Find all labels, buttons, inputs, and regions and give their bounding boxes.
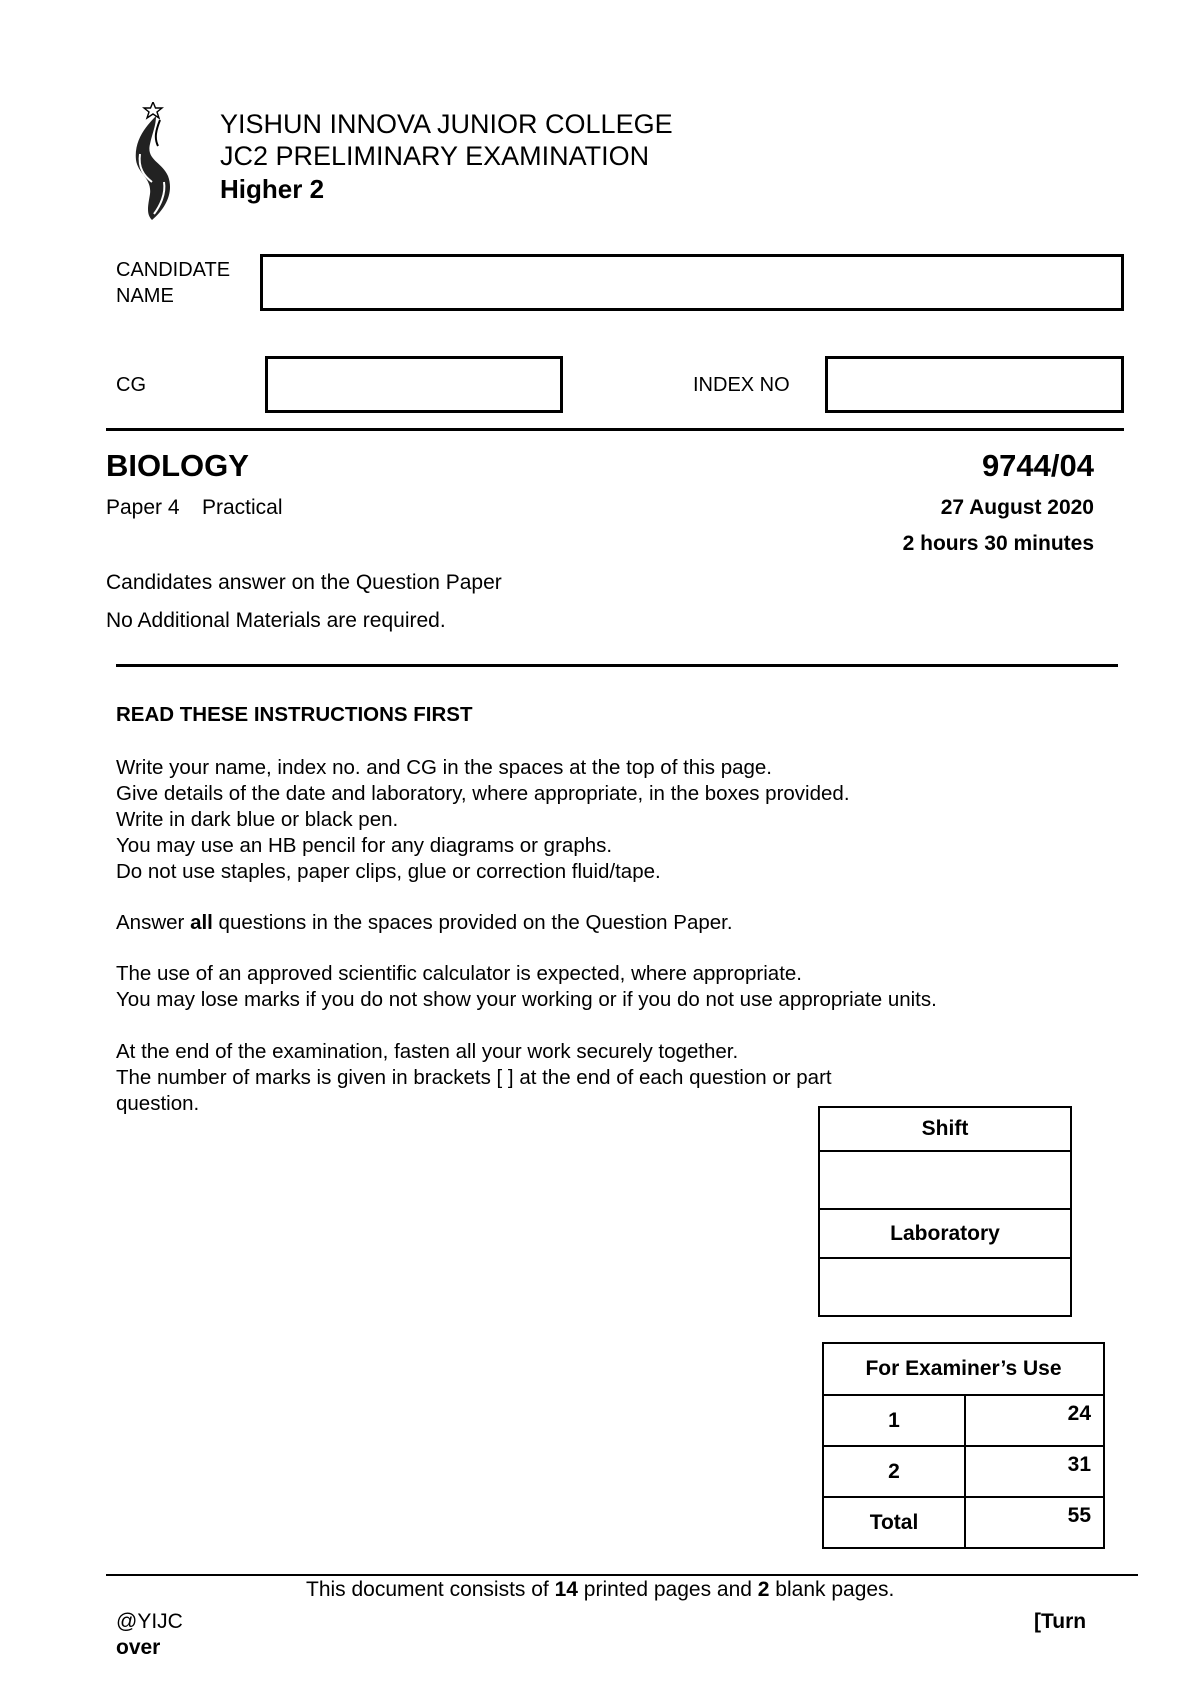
answer-bold: all xyxy=(190,911,213,934)
copyright: @YIJC xyxy=(116,1610,183,1633)
turn-over-line1: [Turn xyxy=(1034,1610,1087,1633)
subject-name: BIOLOGY xyxy=(106,448,249,483)
index-no-label: INDEX NO xyxy=(693,374,790,396)
instruction-line: Do not use staples, paper clips, glue or correction fluid/tape. xyxy=(116,860,661,883)
cg-label: CG xyxy=(116,374,146,396)
college-logo-icon xyxy=(130,102,176,220)
instruction-line: Give details of the date and laboratory, where appropriate, in the boxes provided. xyxy=(116,782,850,805)
total-label: Total xyxy=(823,1497,965,1548)
instruction-line: The number of marks is given in brackets [ ] at the end of each question or part xyxy=(116,1066,832,1089)
laboratory-entry[interactable] xyxy=(819,1258,1071,1316)
question-1-marks: 24 xyxy=(965,1395,1104,1446)
instructions-heading: READ THESE INSTRUCTIONS FIRST xyxy=(116,703,473,726)
examiner-use-table xyxy=(822,1342,1105,1549)
instruction-line: At the end of the examination, fasten all your work securely together. xyxy=(116,1040,739,1063)
materials-note: No Additional Materials are required. xyxy=(106,609,446,632)
instructions-block-4 xyxy=(116,1039,832,1117)
examiner-table-title: For Examiner’s Use xyxy=(823,1343,1104,1395)
candidate-name-label xyxy=(116,257,230,309)
instructions-block-3 xyxy=(116,961,937,1013)
pages-pre: This document consists of xyxy=(306,1578,555,1601)
exam-date: 27 August 2020 xyxy=(940,496,1094,519)
question-1-label: 1 xyxy=(823,1395,965,1446)
instruction-line: You may use an HB pencil for any diagrams or graphs. xyxy=(116,834,613,857)
divider-top xyxy=(106,428,1124,431)
answer-note: Candidates answer on the Question Paper xyxy=(106,571,502,594)
pages-post: blank pages. xyxy=(769,1578,895,1601)
turn-over-line2: over xyxy=(116,1636,161,1659)
instruction-line: Write your name, index no. and CG in the spaces at the top of this page. xyxy=(116,756,772,779)
subject-code: 9744/04 xyxy=(981,448,1094,483)
laboratory-label: Laboratory xyxy=(819,1209,1071,1258)
answer-post: questions in the spaces provided on the Question Paper. xyxy=(212,911,733,934)
instruction-line: Write in dark blue or black pen. xyxy=(116,808,399,831)
school-name: YISHUN INNOVA JUNIOR COLLEGE xyxy=(220,109,673,139)
divider-bottom xyxy=(106,1574,1138,1576)
paper-number: Paper 4 xyxy=(106,496,180,519)
instructions-block-1 xyxy=(116,755,850,885)
exam-duration: 2 hours 30 minutes xyxy=(902,532,1094,555)
cg-box[interactable] xyxy=(265,356,563,413)
divider-mid xyxy=(116,664,1118,667)
question-2-marks: 31 xyxy=(965,1446,1104,1497)
shift-entry[interactable] xyxy=(819,1151,1071,1209)
exam-title: JC2 PRELIMINARY EXAMINATION xyxy=(220,141,650,171)
instructions-answer-all xyxy=(116,910,733,936)
page-count-note xyxy=(306,1578,894,1602)
candidate-name-box[interactable] xyxy=(260,254,1124,311)
printed-count: 14 xyxy=(554,1578,578,1601)
exam-level: Higher 2 xyxy=(220,174,325,204)
shift-lab-table xyxy=(818,1106,1072,1317)
instruction-line: question. xyxy=(116,1092,200,1115)
paper-type: Practical xyxy=(202,496,283,519)
question-2-label: 2 xyxy=(823,1446,965,1497)
index-no-box[interactable] xyxy=(825,356,1124,413)
pages-mid: printed pages and xyxy=(577,1578,758,1601)
candidate-label-line2: NAME xyxy=(116,285,174,307)
answer-pre: Answer xyxy=(116,911,191,934)
blank-count: 2 xyxy=(757,1578,770,1601)
instruction-line: You may lose marks if you do not show your working or if you do not use appropriate units. xyxy=(116,988,937,1011)
total-marks: 55 xyxy=(965,1497,1104,1548)
instruction-line: The use of an approved scientific calculator is expected, where appropriate. xyxy=(116,962,802,985)
candidate-label-line1: CANDIDATE xyxy=(116,259,231,281)
shift-label: Shift xyxy=(819,1107,1071,1151)
